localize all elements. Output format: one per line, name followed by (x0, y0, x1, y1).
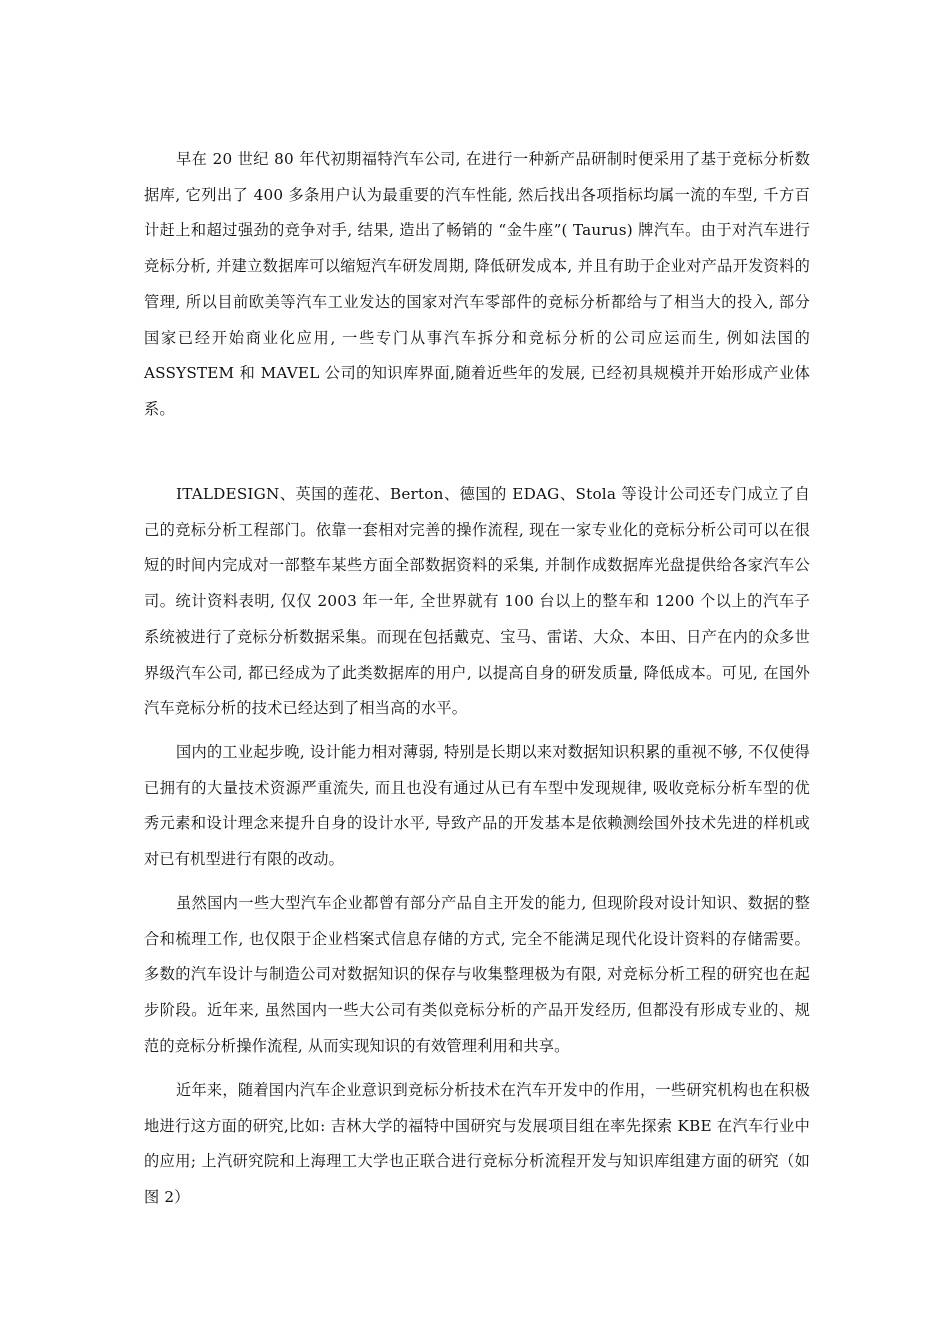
paragraph-domestic-knowledge-management: 虽然国内一些大型汽车企业都曾有部分产品自主开发的能力, 但现阶段对设计知识、数据的整合和梳理工作, 也仅限于企业档案式信息存储的方式, 完全不能满足现代化设计资料的存储需要。多数的汽车设计与制造公司对数据知识的保存与收集整理极为有限, 对竞标分析工程的研究也在起步阶段。近年来, 虽然国内一些大公司有类似竞标分析的产品开发经历, 但都没有形成专业的、规范的竞标分析操作流程, 从而实现知识的有效管理利用和共享。 (144, 894, 810, 1055)
paragraph-domestic-industry-weakness: 国内的工业起步晚, 设计能力相对薄弱, 特别是长期以来对数据知识积累的重视不够, 不仅使得已拥有的大量技术资源严重流失, 而且也没有通过从已有车型中发现规律, 吸收竞标分析车型的优秀元素和设计理念来提升自身的设计水平, 导致产品的开发基本是依赖测绘国外技术先进的样机或对已有机型进行有限的改动。 (144, 743, 810, 869)
paragraph-ford-benchmark-history: 早在 20 世纪 80 年代初期福特汽车公司, 在进行一种新产品研制时便采用了基于竞标分析数据库, 它列出了 400 多条用户认为最重要的汽车性能, 然后找出各项指标均属一流的车型, 千方百计赶上和超过强劲的竞争对手, 结果, 造出了畅销的 “金牛座”( Taurus) 牌汽车。由于对汽车进行竞标分析, 并建立数据库可以缩短汽车研发周期, 降低研发成本, 并且有助于企业对产品开发资料的管理, 所以目前欧美等汽车工业发达的国家对汽车零部件的竞标分析都给与了相当大的投入, 部分国家已经开始商业化应用, 一些专门从事汽车拆分和竞标分析的公司应运而生, 例如法国的 ASSYSTEM 和 MAVEL 公司的知识库界面,随着近些年的发展, 已经初具规模并开始形成产业体系。 (144, 150, 810, 418)
paragraph-foreign-design-firms: ITALDESIGN、英国的莲花、Berton、德国的 EDAG、Stola 等设计公司还专门成立了自己的竞标分析工程部门。依靠一套相对完善的操作流程, 现在一家专业化的竞标分析公司可以在很短的时间内完成对一部整车某些方面全部数据资料的采集, 并制作成数据库光盘提供给各家汽车公司。统计资料表明, 仅仅 2003 年一年, 全世界就有 100 台以上的整车和 1200 个以上的汽车子系统被进行了竞标分析数据采集。而现在包括戴克、宝马、雷诺、大众、本田、日产在内的众多世界级汽车公司, 都已经成为了此类数据库的用户, 以提高自身的研发质量, 降低成本。可见, 在国外汽车竞标分析的技术已经达到了相当高的水平。 (144, 485, 810, 718)
paragraph-domestic-research-progress: 近年来，随着国内汽车企业意识到竞标分析技术在汽车开发中的作用，一些研究机构也在积极地进行这方面的研究,比如: 吉林大学的福特中国研究与发展项目组在率先探索 KBE 在汽车行业中的应用; 上汽研究院和上海理工大学也正联合进行竞标分析流程开发与知识库组建方面的研究（如图 2） (144, 1081, 810, 1207)
